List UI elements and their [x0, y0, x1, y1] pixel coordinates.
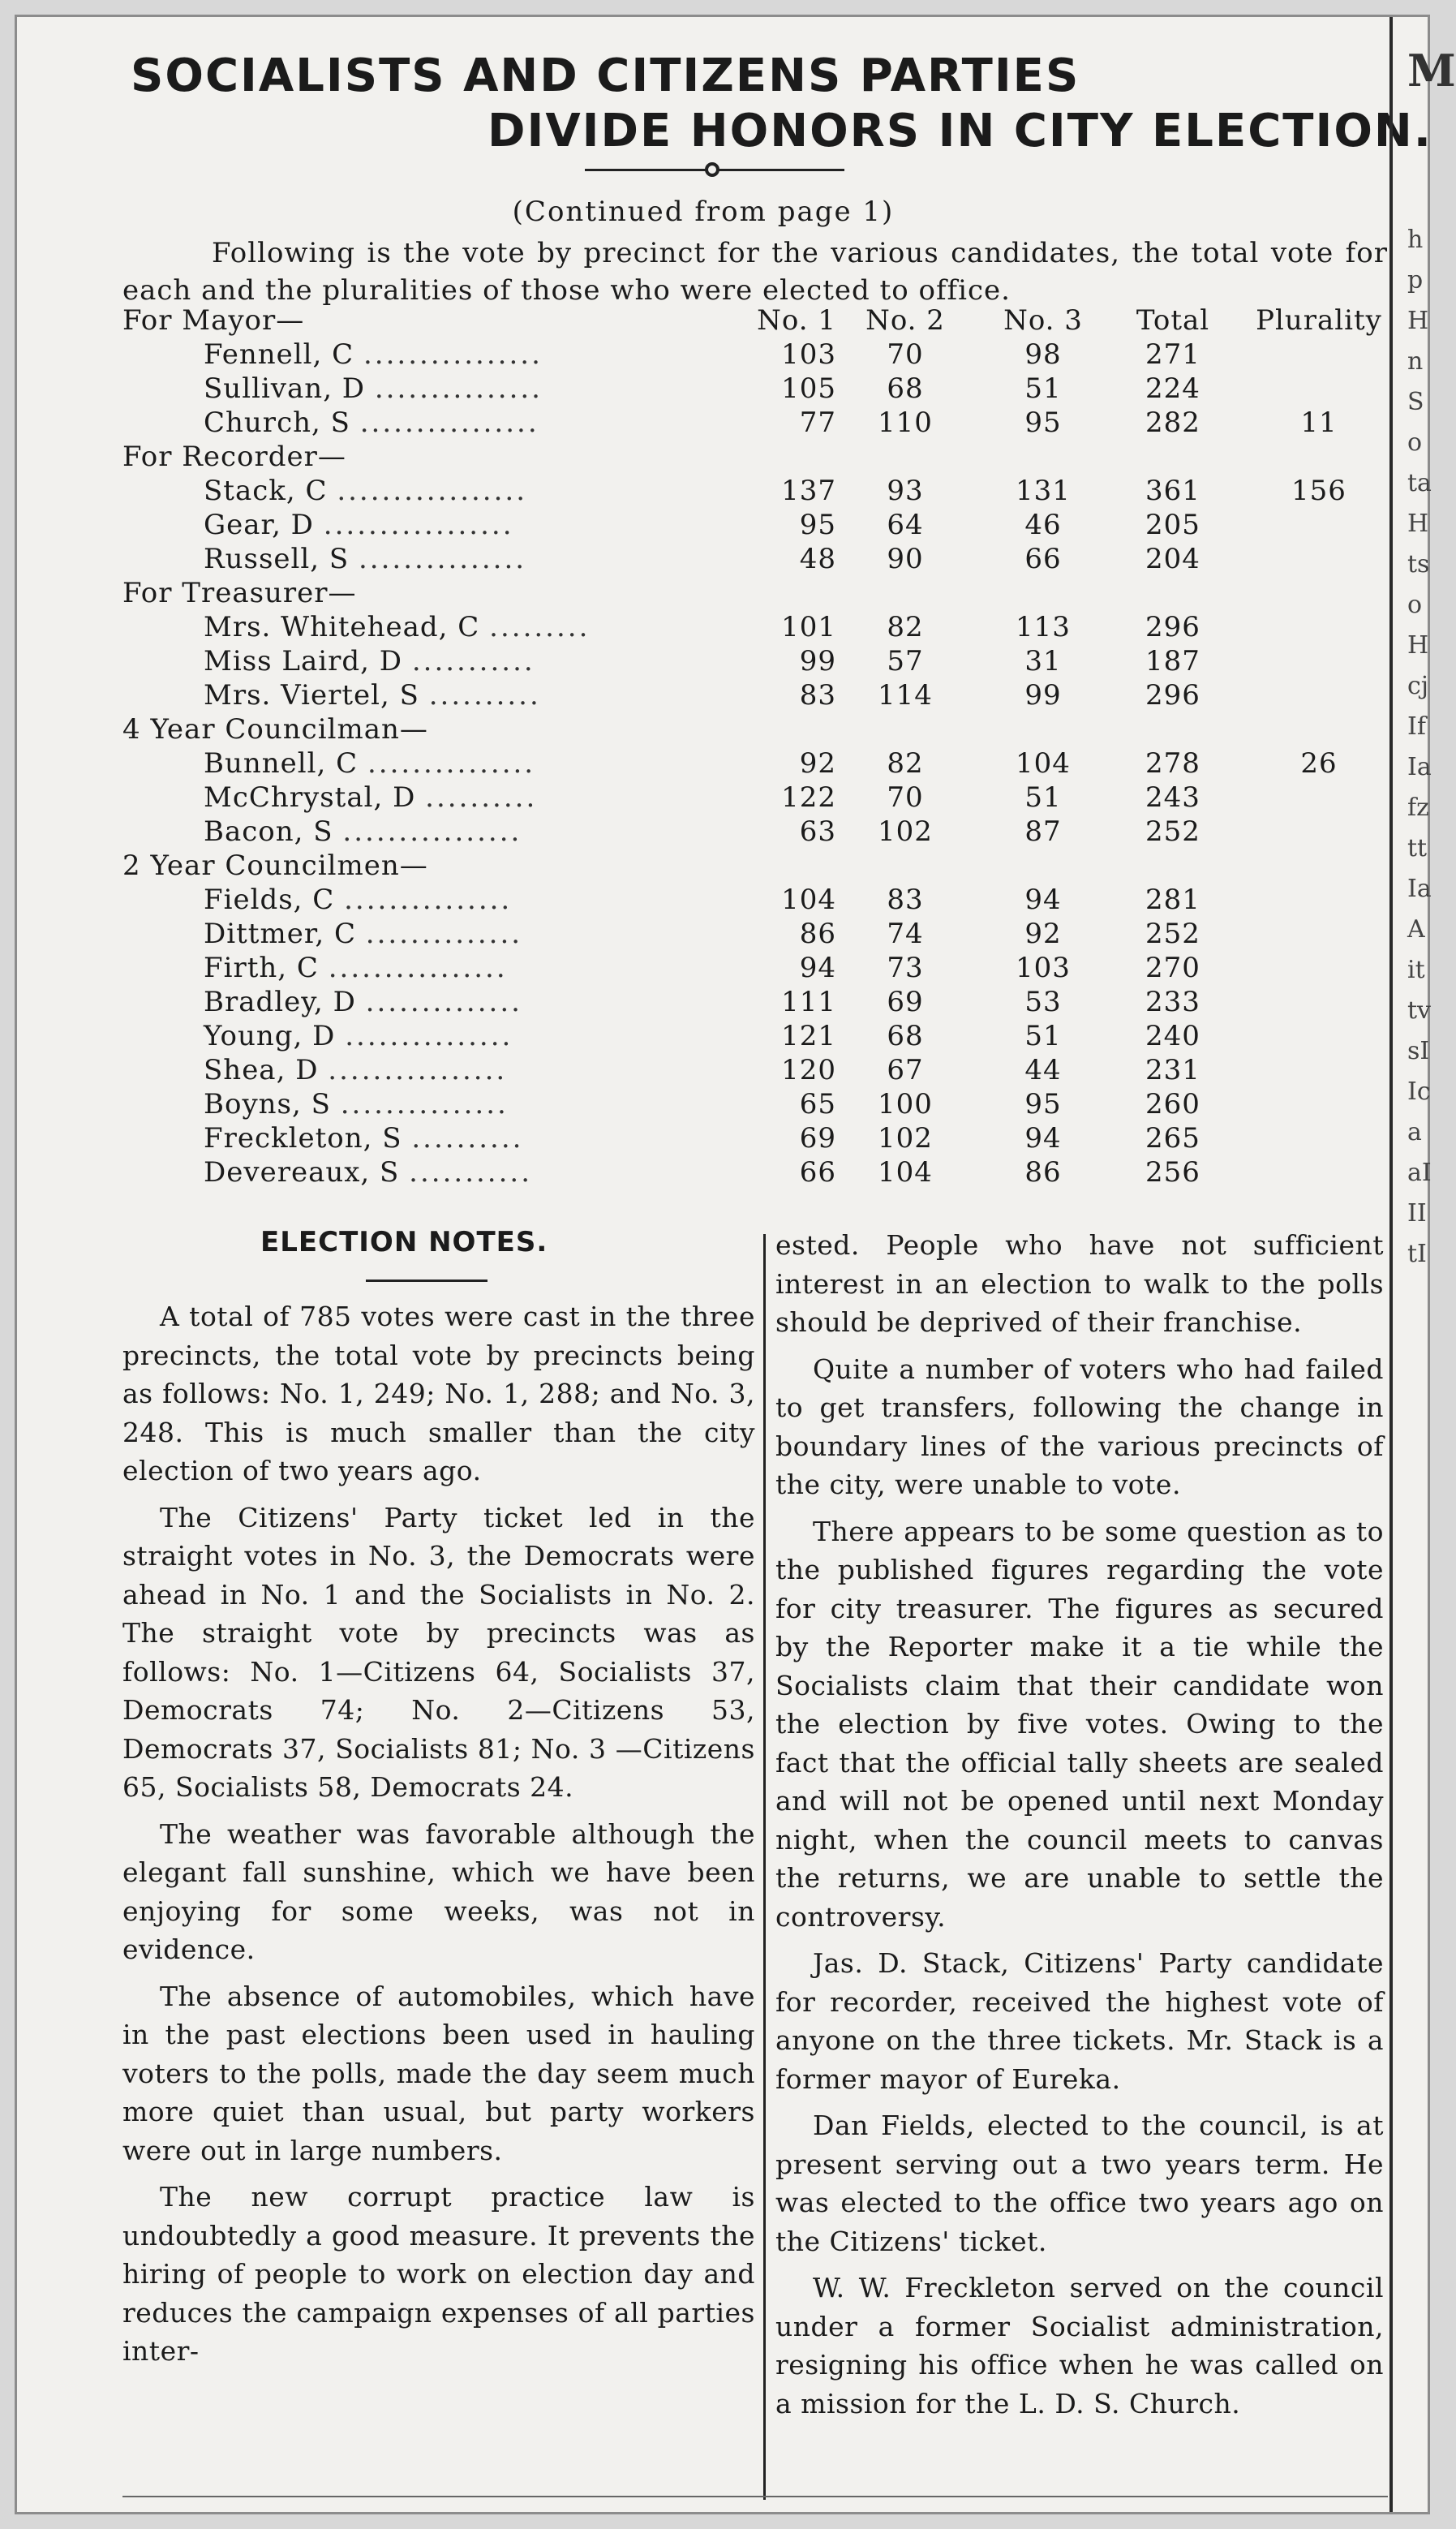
total-votes: 224: [1145, 372, 1200, 405]
headline-line-2: DIVIDE HONORS IN CITY ELECTION.: [487, 105, 1433, 157]
precinct-3-votes: 95: [1024, 1088, 1062, 1120]
notes-paragraph: A total of 785 votes were cast in the three precincts, the total vote by precincts being as follows: No. 1, 249; No. 1, 288; and No. 3, 248. This is much smaller than the city election of two years ago.: [122, 1301, 755, 1486]
precinct-3-votes: 99: [1024, 679, 1062, 712]
leader-dots: .................: [323, 509, 514, 541]
precinct-1-votes: 86: [799, 918, 836, 950]
candidate-cell: [204, 1122, 523, 1155]
election-notes-title: ELECTION NOTES.: [260, 1226, 548, 1258]
leader-dots: ...............: [344, 884, 513, 916]
total-votes: 278: [1145, 747, 1200, 780]
column-header: No. 1: [757, 304, 836, 337]
total-votes: 240: [1145, 1020, 1200, 1052]
precinct-2-votes: 90: [887, 543, 924, 575]
plurality: 11: [1300, 406, 1338, 439]
adjacent-column-letters: hpHnSotaHtsoHcjIfIafzttIaAittvsIIcaaIIItI: [1407, 226, 1432, 1268]
column-header: Total: [1136, 304, 1210, 337]
precinct-3-votes: 92: [1024, 918, 1062, 950]
leader-dots: ...............: [374, 372, 543, 405]
precinct-3-votes: 51: [1024, 781, 1062, 814]
candidate-name: Bunnell, C: [204, 747, 359, 780]
total-votes: 256: [1145, 1156, 1200, 1189]
precinct-1-votes: 99: [799, 645, 836, 677]
notes-right-column: [775, 1226, 1384, 2431]
total-votes: 205: [1145, 509, 1200, 541]
candidate-row: [17, 815, 1389, 849]
headline-ornament: [585, 161, 844, 178]
precinct-2-votes: 57: [887, 645, 924, 677]
precinct-1-votes: 111: [781, 986, 836, 1018]
precinct-2-votes: 70: [887, 338, 924, 371]
candidate-name: Boyns, S: [204, 1088, 331, 1120]
precinct-2-votes: 67: [887, 1054, 924, 1086]
plurality: 156: [1291, 475, 1346, 507]
leader-dots: ................: [359, 406, 539, 439]
candidate-row: [17, 1088, 1389, 1122]
candidate-row: [17, 338, 1389, 372]
leader-dots: ..........: [411, 1122, 524, 1155]
candidate-cell: [204, 372, 543, 405]
total-votes: 281: [1145, 884, 1200, 916]
candidate-cell: [204, 543, 526, 575]
leader-dots: .........: [489, 611, 591, 643]
headline-line-1: SOCIALISTS AND CITIZENS PARTIES: [131, 49, 1080, 102]
notes-paragraph: Jas. D. Stack, Citizens' Party candidate for recorder, received the highest vote of anyone on the three tickets. Mr. Stack is a former mayor of Eureka.: [775, 1947, 1384, 2095]
candidate-cell: [204, 747, 535, 780]
precinct-1-votes: 101: [781, 611, 836, 643]
candidate-row: [17, 406, 1389, 441]
candidate-cell: [204, 815, 522, 848]
candidate-cell: [204, 952, 508, 984]
precinct-2-votes: 73: [887, 952, 924, 984]
candidate-cell: [204, 1088, 509, 1120]
candidate-row: [17, 781, 1389, 815]
leader-dots: ..........: [425, 781, 538, 814]
candidate-name: Mrs. Whitehead, C: [204, 611, 480, 643]
candidate-row: [17, 1054, 1389, 1088]
notes-paragraph: There appears to be some question as to the published figures regarding the vote for city treasurer. The figures as secured by the Reporter make it a tie while the Socialists claim that their candidate won the election by five votes. Owing to the fact that the official tally sheets are sealed and will not be opened until next Monday night, when the council meets to canvas the returns, we are unable to settle the controversy.: [775, 1515, 1384, 1933]
notes-left-column: [122, 1297, 755, 2379]
candidate-row: [17, 884, 1389, 918]
bottom-rule: [122, 2496, 1388, 2497]
total-votes: 231: [1145, 1054, 1200, 1086]
total-votes: 271: [1145, 338, 1200, 371]
leader-dots: ................: [328, 952, 508, 984]
office-header-row: [17, 713, 1389, 747]
candidate-row: [17, 952, 1389, 986]
candidate-name: Shea, D: [204, 1054, 319, 1086]
candidate-name: Devereaux, S: [204, 1156, 400, 1189]
leader-dots: ................: [328, 1054, 508, 1086]
precinct-1-votes: 63: [799, 815, 836, 848]
precinct-1-votes: 65: [799, 1088, 836, 1120]
leader-dots: ...............: [367, 747, 536, 780]
notes-paragraph: The weather was favorable although the elegant fall sunshine, which we have been enjoying for some weeks, was not in evidence.: [122, 1817, 755, 1965]
total-votes: 233: [1145, 986, 1200, 1018]
precinct-1-votes: 120: [781, 1054, 836, 1086]
precinct-3-votes: 95: [1024, 406, 1062, 439]
leader-dots: ..............: [365, 918, 523, 950]
candidate-row: [17, 747, 1389, 781]
leader-dots: ...............: [358, 543, 527, 575]
precinct-1-votes: 92: [799, 747, 836, 780]
office-title: For Recorder—: [122, 441, 346, 473]
office-header-row: [17, 849, 1389, 884]
precinct-1-votes: 66: [799, 1156, 836, 1189]
precinct-2-votes: 110: [878, 406, 933, 439]
total-votes: 282: [1145, 406, 1200, 439]
precinct-3-votes: 94: [1024, 884, 1062, 916]
precinct-2-votes: 93: [887, 475, 924, 507]
office-title: 2 Year Councilmen—: [122, 849, 428, 882]
total-votes: 187: [1145, 645, 1200, 677]
precinct-3-votes: 104: [1016, 747, 1071, 780]
precinct-3-votes: 86: [1024, 1156, 1062, 1189]
column-header: No. 3: [1003, 304, 1083, 337]
leader-dots: ...............: [345, 1020, 513, 1052]
precinct-1-votes: 48: [799, 543, 836, 575]
candidate-name: Russell, S: [204, 543, 350, 575]
precinct-3-votes: 44: [1024, 1054, 1062, 1086]
candidate-row: [17, 1156, 1389, 1190]
notes-paragraph: The absence of automobiles, which have in the past elections been used in hauling voters to the polls, made the day seem much more quiet than usual, but party workers were out in large numbers.: [122, 1980, 755, 2166]
office-header-row: [17, 577, 1389, 611]
total-votes: 252: [1145, 815, 1200, 848]
candidate-row: [17, 1020, 1389, 1054]
newspaper-clipping: [15, 15, 1456, 2514]
precinct-3-votes: 131: [1016, 475, 1071, 507]
precinct-2-votes: 100: [878, 1088, 933, 1120]
total-votes: 243: [1145, 781, 1200, 814]
notes-paragraph: Quite a number of voters who had failed to get transfers, following the change in boundary lines of the various precincts of the city, were unable to vote.: [775, 1353, 1384, 1500]
candidate-row: [17, 986, 1389, 1020]
office-title: For Mayor—: [122, 304, 305, 337]
candidate-cell: [204, 679, 541, 712]
candidate-name: Stack, C: [204, 475, 328, 507]
notes-right-paragraphs: [775, 1350, 1384, 2424]
precinct-1-votes: 104: [781, 884, 836, 916]
precinct-2-votes: 114: [878, 679, 933, 712]
total-votes: 260: [1145, 1088, 1200, 1120]
precinct-2-votes: 70: [887, 781, 924, 814]
candidate-name: Fields, C: [204, 884, 335, 916]
precinct-2-votes: 104: [878, 1156, 933, 1189]
leader-dots: ................: [342, 815, 522, 848]
candidate-name: Freckleton, S: [204, 1122, 402, 1155]
candidate-cell: [204, 1054, 507, 1086]
total-votes: 296: [1145, 611, 1200, 643]
precinct-3-votes: 51: [1024, 372, 1062, 405]
precinct-1-votes: 77: [799, 406, 836, 439]
candidate-cell: [204, 406, 539, 439]
office-header-row: [17, 304, 1389, 338]
precinct-1-votes: 95: [799, 509, 836, 541]
candidate-cell: [204, 781, 537, 814]
candidate-row: [17, 645, 1389, 679]
leader-dots: ..........: [428, 679, 541, 712]
precinct-2-votes: 102: [878, 815, 933, 848]
precinct-2-votes: 64: [887, 509, 924, 541]
candidate-cell: [204, 1156, 532, 1189]
notes-paragraph: W. W. Freckleton served on the council under a former Socialist administration, resigning his office when he was called on a mission for the L. D. S. Church.: [775, 2272, 1384, 2419]
candidate-name: Gear, D: [204, 509, 314, 541]
vote-table: [17, 304, 1389, 1190]
candidate-row: [17, 475, 1389, 509]
adjacent-column-edge: [1389, 17, 1456, 2512]
candidate-row: [17, 1122, 1389, 1156]
leader-dots: ...........: [411, 645, 535, 677]
column-divider: [763, 1234, 766, 2500]
precinct-2-votes: 82: [887, 611, 924, 643]
precinct-1-votes: 105: [781, 372, 836, 405]
notes-paragraph: Dan Fields, elected to the council, is at present serving out a two years term. He was elected to the office two years ago on the Citizens' ticket.: [775, 2110, 1384, 2257]
total-votes: 270: [1145, 952, 1200, 984]
precinct-2-votes: 83: [887, 884, 924, 916]
candidate-cell: [204, 475, 527, 507]
total-votes: 252: [1145, 918, 1200, 950]
precinct-2-votes: 102: [878, 1122, 933, 1155]
precinct-3-votes: 46: [1024, 509, 1062, 541]
precinct-3-votes: 103: [1016, 952, 1071, 984]
precinct-1-votes: 121: [781, 1020, 836, 1052]
total-votes: 265: [1145, 1122, 1200, 1155]
precinct-1-votes: 137: [781, 475, 836, 507]
precinct-1-votes: 83: [799, 679, 836, 712]
precinct-2-votes: 69: [887, 986, 924, 1018]
candidate-name: Bradley, D: [204, 986, 356, 1018]
candidate-cell: [204, 1020, 513, 1052]
precinct-2-votes: 74: [887, 918, 924, 950]
candidate-name: Fennell, C: [204, 338, 354, 371]
precinct-3-votes: 87: [1024, 815, 1062, 848]
precinct-3-votes: 113: [1016, 611, 1071, 643]
intro-paragraph: Following is the vote by precinct for the various candidates, the total vote for each and the pluralities of those who were elected to office.: [122, 237, 1388, 307]
candidate-name: Firth, C: [204, 952, 319, 984]
office-title: For Treasurer—: [122, 577, 357, 609]
precinct-3-votes: 31: [1024, 645, 1062, 677]
precinct-3-votes: 94: [1024, 1122, 1062, 1155]
candidate-row: [17, 543, 1389, 577]
total-votes: 204: [1145, 543, 1200, 575]
precinct-1-votes: 103: [781, 338, 836, 371]
candidate-row: [17, 679, 1389, 713]
candidate-cell: [204, 611, 590, 643]
notes-continuation: ested. People who have not sufficient interest in an election to walk to the polls should be deprived of their franchise.: [775, 1229, 1384, 1338]
precinct-2-votes: 82: [887, 747, 924, 780]
leader-dots: ..............: [365, 986, 522, 1018]
candidate-name: Young, D: [204, 1020, 336, 1052]
candidate-cell: [204, 986, 522, 1018]
candidate-row: [17, 918, 1389, 952]
column-header: Plurality: [1256, 304, 1382, 337]
candidate-row: [17, 372, 1389, 406]
precinct-1-votes: 122: [781, 781, 836, 814]
candidate-cell: [204, 918, 522, 950]
precinct-3-votes: 66: [1024, 543, 1062, 575]
column-header: No. 2: [865, 304, 945, 337]
ornament-dot: [705, 162, 719, 177]
total-votes: 361: [1145, 475, 1200, 507]
office-header-row: [17, 441, 1389, 475]
notes-paragraph: The new corrupt practice law is undoubtedly a good measure. It prevents the hiring of people to work on election day and reduces the campaign expenses of all parties inter-: [122, 2181, 755, 2367]
leader-dots: .................: [337, 475, 528, 507]
candidate-name: Dittmer, C: [204, 918, 356, 950]
notes-title-rule: [366, 1280, 487, 1282]
plurality: 26: [1300, 747, 1338, 780]
candidate-name: McChrystal, D: [204, 781, 416, 814]
total-votes: 296: [1145, 679, 1200, 712]
candidate-row: [17, 509, 1389, 543]
candidate-row: [17, 611, 1389, 645]
precinct-1-votes: 69: [799, 1122, 836, 1155]
candidate-name: Mrs. Viertel, S: [204, 679, 419, 712]
candidate-name: Sullivan, D: [204, 372, 366, 405]
candidate-name: Bacon, S: [204, 815, 333, 848]
precinct-2-votes: 68: [887, 1020, 924, 1052]
leader-dots: ................: [363, 338, 543, 371]
notes-paragraph: The Citizens' Party ticket led in the straight votes in No. 3, the Democrats were ahead in No. 1 and the Socialists in No. 2. The straight vote by precincts was as follows: No. 1—Citizens 64, Socialists 37, Democrats 74; No. 2—Citizens 53, Democrats 37, Socialists 81; No. 3 —Citizens 65, Socialists 58, Democrats 24.: [122, 1501, 755, 1803]
candidate-cell: [204, 509, 514, 541]
precinct-1-votes: 94: [799, 952, 836, 984]
continued-note: (Continued from page 1): [512, 196, 895, 228]
office-title: 4 Year Councilman—: [122, 713, 428, 746]
adjacent-headline-letter: M: [1407, 45, 1456, 97]
candidate-cell: [204, 338, 543, 371]
precinct-3-votes: 98: [1024, 338, 1062, 371]
precinct-2-votes: 68: [887, 372, 924, 405]
candidate-name: Church, S: [204, 406, 350, 439]
candidate-cell: [204, 884, 512, 916]
leader-dots: ...............: [340, 1088, 509, 1120]
candidate-name: Miss Laird, D: [204, 645, 403, 677]
precinct-3-votes: 51: [1024, 1020, 1062, 1052]
candidate-cell: [204, 645, 535, 677]
precinct-3-votes: 53: [1024, 986, 1062, 1018]
leader-dots: ...........: [409, 1156, 533, 1189]
